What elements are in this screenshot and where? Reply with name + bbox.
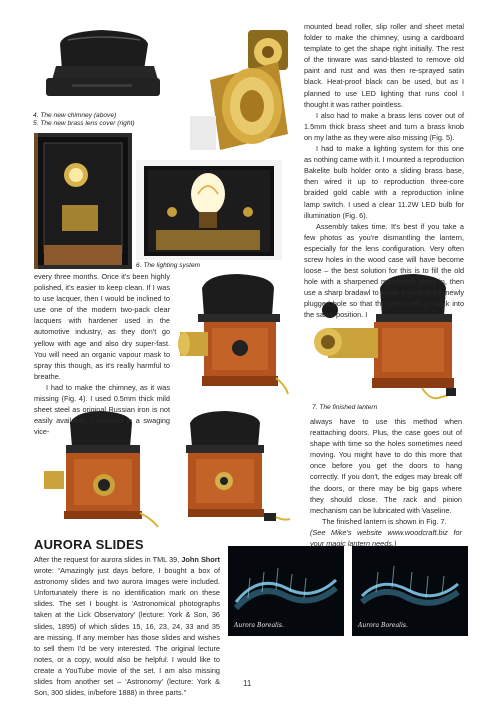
photo-finished-lantern-side [170, 407, 294, 527]
paragraph: always have to use this method when reattaching doors. Plus, the case goes out of shape with time so the holes sometimes need moving. You might have to do this more that once before you get the doors to hang correctly. If you don't, the edges may break off the doors, or there may be big gaps where they should close. The rack and pinion mechanism can be lubricated with Vaseline. [310, 417, 462, 515]
photo-chimney [32, 22, 174, 110]
photo-brass-lens-cover [190, 22, 296, 157]
paragraph: I also had to make a brass lens cover out of 1.5mm thick brass sheet and turn a brass knob on my lathe as they were also missing (Fig. 5). [304, 110, 464, 142]
caption-fig7: 7. The finished lantern [312, 404, 378, 411]
photo-aurora-slide-2 [352, 546, 468, 636]
caption-fig6: 6. The lighting system [136, 262, 201, 269]
paragraph: I had to make a lighting system for this one as nothing came with it. I mounted a reproduction Bakelite bulb holder onto a sliding brass base, then wired it up to reproduction three-core braided gold cable with a reproduction inline lamp switch. I used a clear 11.2W LED bulb for illumination (Fig. 6). [304, 144, 464, 220]
paragraph: mounted bead roller, slip roller and sheet metal folder to make the chimney, using a cardboard template to get the shape right initially. The rest of the tinware was sand-blasted to remove old paint and rust and was then re-sprayed satin black. Heat-proof black can be used, but as I planned to use LED lighting that runs cool I thought it was rather pointless. [304, 22, 464, 109]
aurora-body-pre: After the request for aurora slides in TML 39, [34, 555, 182, 564]
photo-led-bulb [136, 160, 282, 260]
article-text-left-mid [34, 271, 170, 437]
slide-label-1: Aurora Borealis. [234, 622, 284, 629]
aurora-author: John Short [181, 555, 220, 564]
section-heading-aurora: AURORA SLIDES [34, 537, 144, 552]
caption-fig5: 5. The new brass lens cover (right) [33, 120, 135, 127]
aurora-body [34, 554, 220, 698]
paragraph: Assembly takes time. It's best if you take a few photos as you're dismantling the lantern, especially for the lens configuration. Very often screw holes in the wood case will have become loose – the best solution for this is to fill the old hole with a sharpened matchstick glued in, then use a sharp bradawl to make a pivot in the newly plugged hole so that the screw will go back into the same position. I [304, 221, 464, 320]
page-number: 11 [243, 679, 252, 688]
aurora-body-post: wrote: “Amazingly just days before, I bought a box of astronomy slides and two aurora images were included. Unfortunately there is no identification mark on these slides. The set I bought is ‘Astronomical photographs taken at the Lick Observatory’ (lecture: York & Son, 36 slides, 1895) of which slides 15, 16, 23, 24, 33 and 35 are missing. If any member has those slides and wishes to sell them I'd be very interested. The original lecture notes, or a copy, would also be helpful. I would like to create a YouTube movie of the set. I am also missing slides from another set – ‘Astronomy’ (lecture: York & Son, 300 slides, in/before 1888) in three parts.” [34, 566, 220, 698]
article-text-right-top [304, 21, 464, 321]
slide-label-2: Aurora Borealis. [358, 622, 408, 629]
caption-fig4: 4. The new chimney (above) [33, 112, 117, 119]
credit-note: (See Mike's website www.woodcraft.biz for your magic lantern needs.) [310, 527, 462, 549]
photo-lighting-interior [34, 133, 132, 269]
photo-aurora-slide-1 [228, 546, 344, 636]
article-text-right-mid [310, 416, 462, 549]
paragraph: every three months. Once it's been highly polished, it's easier to keep clean. If I was to use lacquer, then I would be inclined to use one of the modern two-pack clear lacquers with hardener used in the automotive industry, as they don't go yellow with age and also dry super-fast. You will need an organic vapour mask to spray this though, as it's really harmful to breathe. [34, 272, 170, 381]
paragraph: I had to make the chimney, as it was missing (Fig. 4). I used 0.5mm thick mild sheet steel as original Russian iron is not easily available. I invested in a swaging vice- [34, 382, 170, 437]
paragraph: The finished lantern is shown in Fig. 7. [322, 516, 447, 526]
photo-finished-lantern-left [178, 270, 296, 402]
